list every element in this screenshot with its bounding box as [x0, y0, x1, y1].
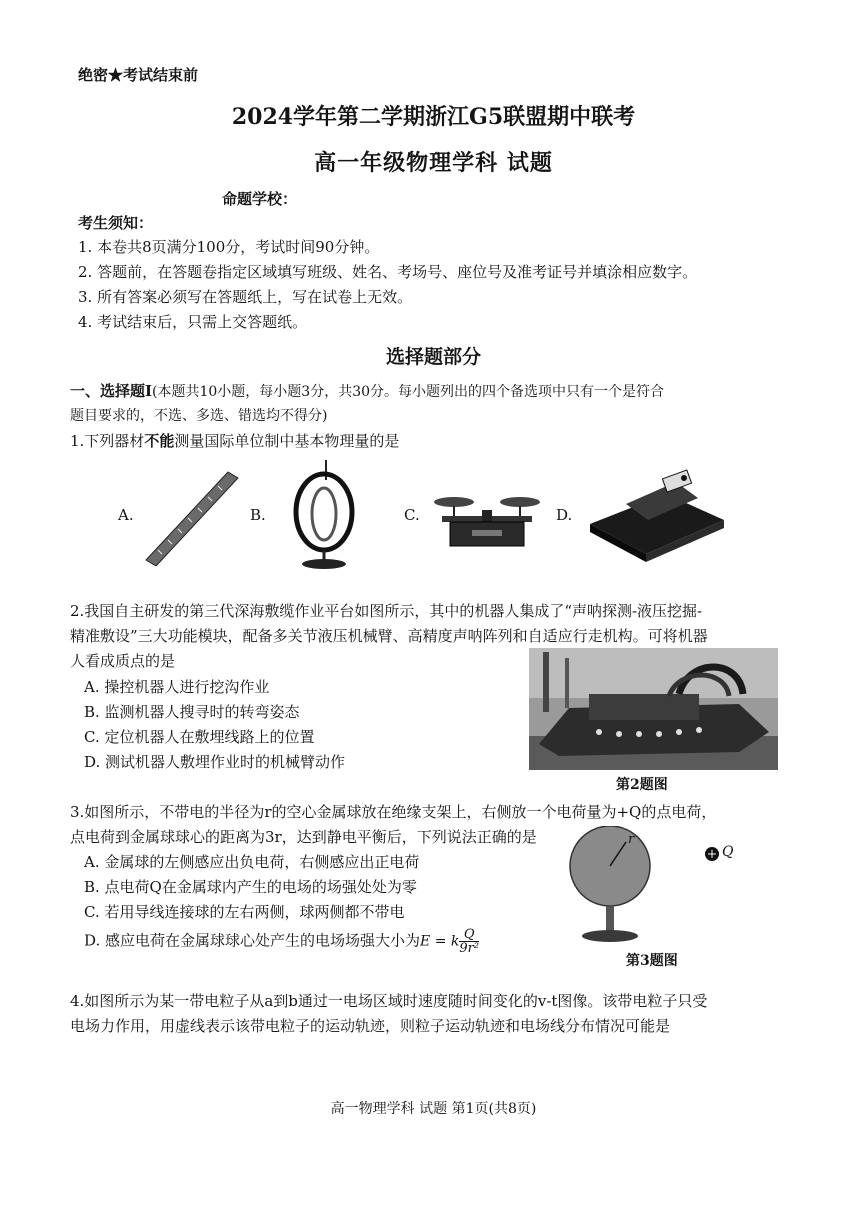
notice-item: 4. 考试结束后，只需上交答题纸。 — [78, 313, 308, 331]
formula-lhs: E = k — [420, 933, 460, 950]
point-charge-label: Q — [722, 844, 734, 860]
q1-stem-bold: 不能 — [144, 432, 175, 450]
q3-stem-line1: 3.如图所示，不带电的半径为r的空心金属球放在绝缘支架上，右侧放一个电荷量为+Q的点电荷， — [70, 803, 717, 821]
q3-option-c: C. 若用导线连接球的左右两侧，球两侧都不带电 — [84, 903, 405, 921]
exam-subtitle: 高一年级物理学科 试题 — [314, 150, 553, 176]
q4-stem-line1: 4.如图所示为某一带电粒子从a到b通过一电场区域时速度随时间变化的v-t图像。该带电粒子只受 — [70, 992, 708, 1010]
q2-option-b: B. 监测机器人搜寻时的转弯姿态 — [84, 703, 300, 721]
q2-stem-line2: 精准敷设”三大功能模块，配备多关节液压机械臂、高精度声呐阵列和自适应行走机构。可将机器 — [70, 627, 708, 645]
formula-fraction — [459, 928, 479, 955]
q3-option-a: A. 金属球的左侧感应出负电荷，右侧感应出正电荷 — [84, 853, 420, 871]
exam-title: 2024学年第二学期浙江G5联盟期中联考 — [231, 104, 636, 130]
q1-stem-post: 测量国际单位制中基本物理量的是 — [174, 432, 400, 450]
sphere-radius-label: r — [628, 832, 635, 847]
notice-item: 1. 本卷共8页满分100分，考试时间90分钟。 — [78, 238, 380, 256]
q3-option-d — [84, 928, 479, 955]
balance-scale-image — [432, 488, 542, 556]
q1-label-c: C. — [404, 506, 420, 524]
robot-photo — [529, 648, 778, 770]
q1-stem — [70, 430, 399, 451]
q4-stem-line2: 电场力作用，用虚线表示该带电粒子的运动轨迹，则粒子运动轨迹和电场线分布情况可能是 — [70, 1017, 671, 1035]
gyroscope-image — [286, 456, 362, 572]
confidential-mark: 绝密★考试结束前 — [78, 66, 199, 84]
school-label: 命题学校： — [222, 190, 298, 208]
timer-device-image — [586, 464, 726, 564]
q3-option-b: B. 点电荷Q在金属球内产生的电场的场强处处为零 — [84, 878, 417, 896]
section-intro-text: (本题共10小题，每小题3分，共30分。每小题列出的四个备选项中只有一个是符合 — [152, 384, 665, 400]
section-intro-line1 — [70, 380, 664, 401]
notice-item: 3. 所有答案必须写在答题纸上，写在试卷上无效。 — [78, 288, 413, 306]
q2-stem-line3: 人看成质点的是 — [70, 652, 176, 670]
q3-figure-caption: 第3题图 — [626, 953, 678, 969]
section-intro-bold: 一、选择题Ⅰ — [70, 382, 153, 400]
q1-stem-pre: 1.下列器材 — [70, 432, 145, 450]
page-footer: 高一物理学科 试题 第1页(共8页) — [330, 1101, 537, 1117]
q1-label-b: B. — [250, 506, 266, 524]
q2-option-a: A. 操控机器人进行挖沟作业 — [84, 678, 270, 696]
q2-figure-caption: 第2题图 — [616, 777, 668, 793]
q3-stem-line2: 点电荷到金属球球心的距离为3r，达到静电平衡后，下列说法正确的是 — [70, 828, 537, 846]
q3-option-d-text: D. 感应电荷在金属球球心处产生的电场场强大小为 — [84, 931, 421, 950]
notice-item: 2. 答题前，在答题卷指定区域填写班级、姓名、考场号、座位号及准考证号并填涂相应数字。 — [78, 263, 698, 281]
section-intro-line2: 题目要求的，不选、多选、错选均不得分) — [70, 408, 328, 424]
q2-option-c: C. 定位机器人在敷埋线路上的位置 — [84, 728, 315, 746]
q2-option-d: D. 测试机器人敷埋作业时的机械臂动作 — [84, 753, 346, 771]
formula-numerator: Q — [459, 928, 479, 942]
q1-label-a: A. — [118, 506, 134, 524]
q2-stem-line1: 2.我国自主研发的第三代深海敷缆作业平台如图所示，其中的机器人集成了“声呐探测-液压挖掘- — [70, 602, 703, 620]
formula-denominator: 9r² — [459, 941, 480, 956]
q1-label-d: D. — [556, 506, 573, 524]
section-title: 选择题部分 — [385, 346, 481, 368]
ruler-image — [138, 470, 242, 566]
notice-heading: 考生须知： — [78, 214, 154, 232]
